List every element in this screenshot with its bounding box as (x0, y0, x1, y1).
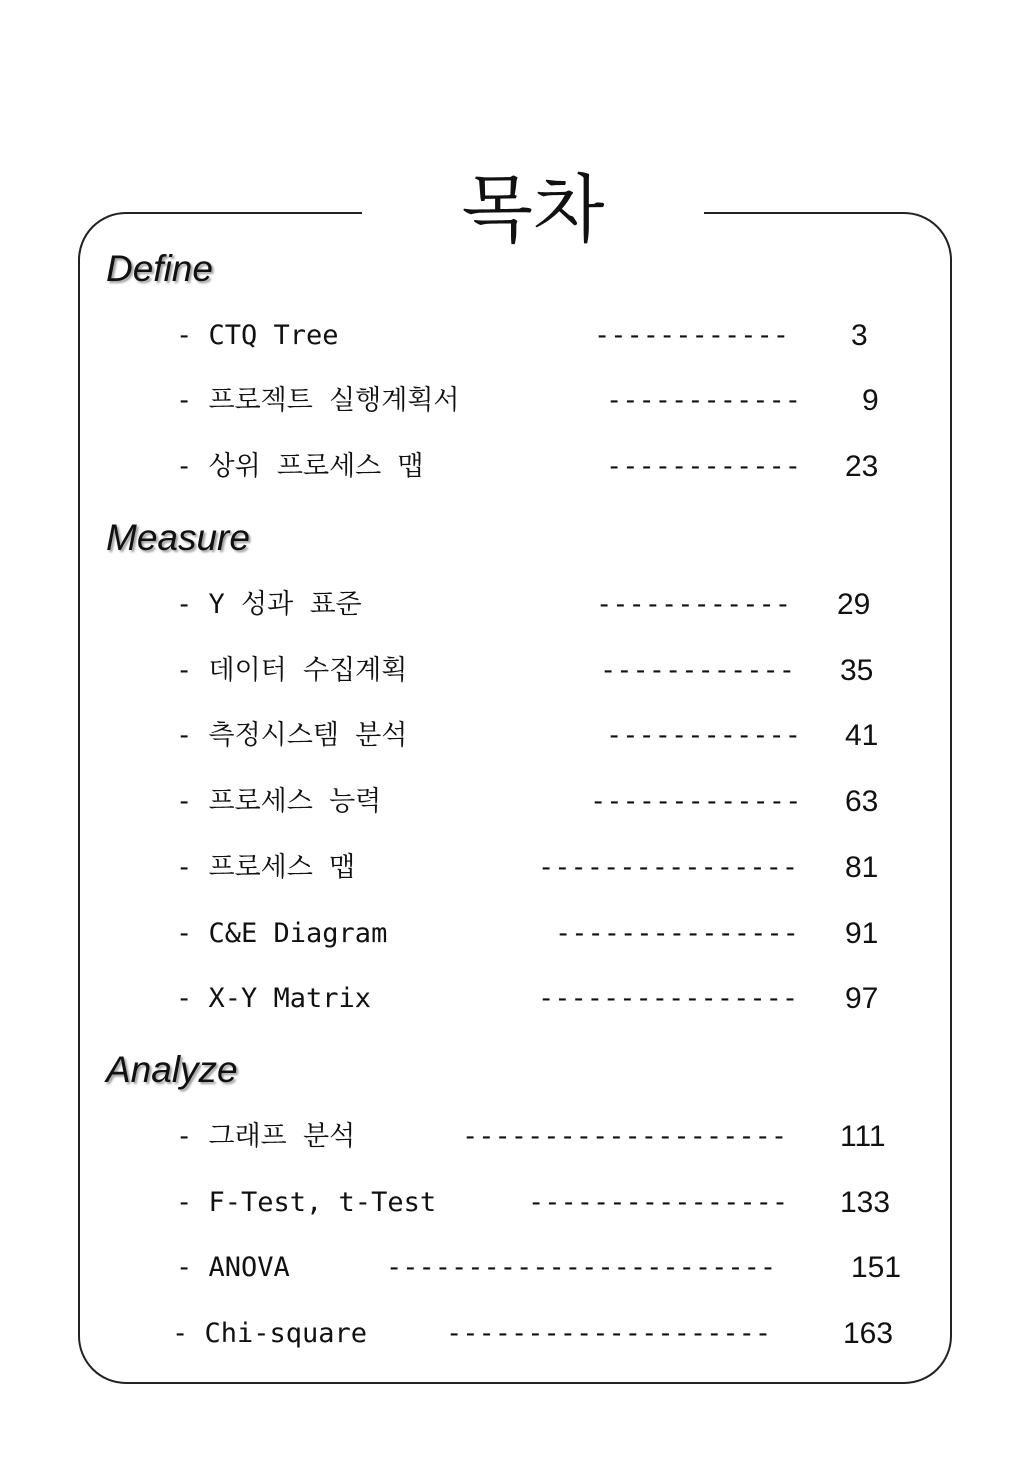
toc-entry-leader: ------------------------ (386, 1252, 777, 1283)
toc-entry-leader: ------------ (606, 385, 802, 416)
toc-entry-leader: ---------------- (538, 852, 799, 883)
toc-entry-leader: ------------ (606, 451, 802, 482)
toc-entry-label: - 측정시스템 분석 (176, 720, 408, 751)
toc-entry-label: - X-Y Matrix (176, 983, 372, 1014)
toc-entry-page: 151 (851, 1251, 902, 1284)
toc-entry-page: 41 (845, 719, 879, 752)
toc-entry-page: 29 (837, 588, 871, 621)
toc-entry-leader: ------------- (590, 786, 802, 817)
toc-entry-leader: ------------ (600, 655, 796, 686)
toc-entry-label: - 상위 프로세스 맵 (176, 451, 424, 482)
toc-entry-page: 81 (845, 851, 879, 884)
toc-entry-leader: -------------------- (446, 1318, 772, 1349)
toc-entry-page: 3 (851, 319, 868, 352)
toc-entry-page: 111 (840, 1120, 886, 1153)
toc-entry-page: 23 (845, 450, 879, 483)
toc-entry-page: 63 (845, 785, 879, 818)
toc-entry-label: - Chi-square (172, 1318, 368, 1349)
toc-entry-page: 163 (843, 1317, 894, 1350)
page-title: 목차 (461, 167, 605, 253)
toc-entry-label: - C&E Diagram (176, 918, 388, 949)
toc-entry-label: - 프로세스 맵 (176, 852, 356, 883)
section-analyze-heading: Analyze (106, 1049, 238, 1090)
toc-entry-page: 35 (840, 654, 874, 687)
toc-entry-label: - 데이터 수집계획 (176, 655, 408, 686)
toc-entry-leader: --------------- (555, 918, 799, 949)
toc-entry-label: - ANOVA (176, 1252, 290, 1283)
section-measure-heading: Measure (106, 517, 250, 558)
toc-entry-page: 9 (862, 384, 879, 417)
toc-entry-label: - F-Test, t-Test (176, 1187, 437, 1218)
toc-entry-page: 91 (845, 917, 879, 950)
toc-entry-label: - 프로젝트 실행계획서 (176, 385, 460, 416)
toc-entry-leader: ------------ (596, 589, 792, 620)
toc-entry-label: - 프로세스 능력 (176, 786, 382, 817)
toc-entry-label: - CTQ Tree (176, 320, 339, 351)
toc-entry-leader: -------------------- (462, 1121, 788, 1152)
toc-entry-leader: ------------ (606, 720, 802, 751)
toc-entry-label: - Y 성과 표준 (176, 589, 362, 620)
section-define-heading: Define (106, 248, 213, 289)
toc-entry-label: - 그래프 분석 (176, 1121, 356, 1152)
toc-entry-page: 133 (840, 1186, 891, 1219)
toc-entry-leader: ---------------- (528, 1187, 789, 1218)
toc-entry-page: 97 (845, 982, 879, 1015)
toc-entry-leader: ------------ (594, 320, 790, 351)
toc-entry-leader: ---------------- (538, 983, 799, 1014)
